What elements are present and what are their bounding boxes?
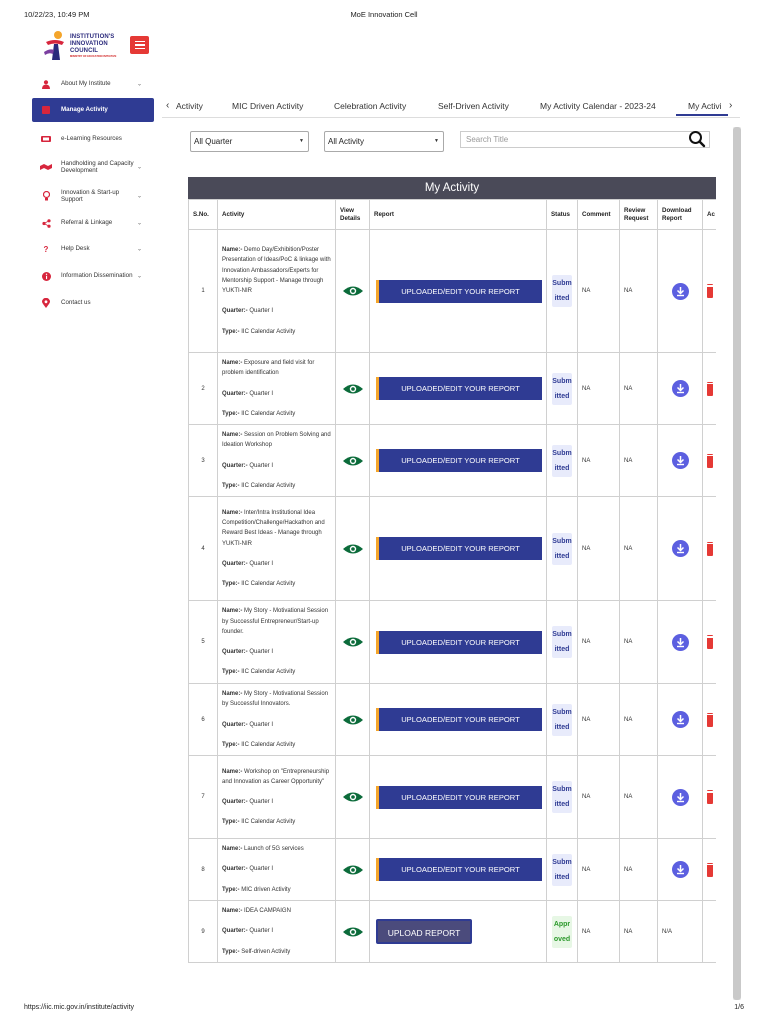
cell-activity <box>218 756 336 839</box>
search-placeholder: Search Title <box>466 135 509 144</box>
sidebar-item-label: Help Desk <box>61 245 90 253</box>
col-header-sno: S.No. <box>189 200 218 230</box>
activity-name: Name:- Session on Problem Solving and Ideation Workshop <box>222 432 331 449</box>
activity-name: Name:- Exposure and field visit for problem identification <box>222 360 315 377</box>
scrollbar-thumb[interactable] <box>733 127 741 1000</box>
cell-status <box>547 601 578 684</box>
activity-tabs <box>162 96 740 118</box>
upload-report-button[interactable]: UPLOAD REPORT <box>376 919 472 944</box>
cell-review: NA <box>620 353 658 425</box>
activity-name: Name:- Workshop on "Entrepreneurship and Innovation as Career Opportunity" <box>222 768 330 785</box>
table-title: My Activity <box>188 177 716 199</box>
cell-view <box>336 425 370 497</box>
edit-report-button[interactable]: UPLOADED/EDIT YOUR REPORT <box>376 708 542 731</box>
activity-type: Type:- MIC driven Activity <box>222 886 291 893</box>
tab-my-activity-calendar[interactable]: My Activity Calendar - 2023-24 <box>540 101 656 111</box>
chevron-down-icon: ▼ <box>299 138 304 144</box>
cell-status <box>547 230 578 353</box>
cell-view <box>336 601 370 684</box>
cell-comment: NA <box>578 425 620 497</box>
question-icon: ? <box>43 244 49 254</box>
table-row <box>189 839 717 901</box>
cell-download <box>658 684 703 756</box>
print-page-title: MoE Innovation Cell <box>350 10 418 19</box>
activity-type: Type:- IIC Calendar Activity <box>222 819 296 826</box>
cell-view <box>336 901 370 963</box>
tab-my-activity[interactable]: My Activi <box>676 101 728 116</box>
download-icon[interactable] <box>672 789 689 806</box>
sidebar-item-label: e-Learning Resources <box>61 135 122 143</box>
col-header-activity: Activity <box>218 200 336 230</box>
print-timestamp: 10/22/23, 10:49 PM <box>24 10 90 19</box>
status-badge: Submitted <box>552 854 572 886</box>
cell-review: NA <box>620 425 658 497</box>
cell-sno: 9 <box>189 901 218 963</box>
sidebar <box>32 72 154 317</box>
activity-table <box>188 199 716 963</box>
cell-status <box>547 756 578 839</box>
download-icon[interactable] <box>672 283 689 300</box>
col-header-comment: Comment <box>578 200 620 230</box>
edit-report-button[interactable]: UPLOADED/EDIT YOUR REPORT <box>376 449 542 472</box>
sidebar-item-information-dissemination[interactable] <box>32 263 154 289</box>
activity-table-panel <box>188 177 716 963</box>
cell-view <box>336 839 370 901</box>
activity-type: Type:- IIC Calendar Activity <box>222 741 296 748</box>
chevron-down-icon: ▼ <box>434 138 439 144</box>
cell-activity <box>218 839 336 901</box>
table-row <box>189 601 717 684</box>
tab-scroll-left-icon[interactable]: ‹ <box>166 100 170 111</box>
cell-download <box>658 839 703 901</box>
sidebar-item-about-my-institute[interactable] <box>32 72 154 96</box>
tab-self-driven-activity[interactable]: Self-Driven Activity <box>438 101 509 111</box>
activity-name: Name:- My Story - Motivational Session by Successful Innovators. <box>222 691 329 708</box>
chevron-down-icon: ⌄ <box>136 220 142 227</box>
cell-comment: NA <box>578 839 620 901</box>
cell-download <box>658 425 703 497</box>
cell-download <box>658 756 703 839</box>
activity-type: Type:- IIC Calendar Activity <box>222 580 296 587</box>
cell-sno: 4 <box>189 497 218 601</box>
table-row <box>189 497 717 601</box>
download-na: N/A <box>662 928 673 935</box>
cell-download <box>658 901 703 963</box>
chevron-down-icon: ⌄ <box>136 273 142 280</box>
activity-name: Name:- My Story - Motivational Session by Successful Entrepreneur/Start-up founder. <box>222 608 329 635</box>
eye-icon[interactable] <box>343 636 363 648</box>
menu-toggle-button[interactable] <box>130 36 149 54</box>
activity-quarter: Quarter:- Quarter I <box>222 928 274 935</box>
cell-comment: NA <box>578 353 620 425</box>
table-header-row <box>189 200 717 230</box>
cell-download <box>658 497 703 601</box>
cell-status <box>547 839 578 901</box>
sidebar-item-handholding[interactable] <box>32 153 154 181</box>
cell-action <box>703 230 717 353</box>
cell-activity <box>218 425 336 497</box>
download-icon[interactable] <box>672 452 689 469</box>
cell-report <box>370 839 547 901</box>
status-badge: Submitted <box>552 781 572 813</box>
activity-select-value: All Activity <box>328 137 365 146</box>
print-url: https://iic.mic.gov.in/institute/activity <box>24 1004 134 1011</box>
cell-action <box>703 839 717 901</box>
activity-quarter: Quarter:- Quarter I <box>222 721 274 728</box>
delete-icon[interactable] <box>707 454 713 468</box>
cell-status <box>547 901 578 963</box>
col-header-status: Status <box>547 200 578 230</box>
col-header-action: Ac <box>703 200 717 230</box>
sidebar-item-contact-us[interactable] <box>32 291 154 315</box>
sidebar-item-label: Information Dissemination <box>61 272 133 280</box>
cell-comment: NA <box>578 756 620 839</box>
activity-select[interactable] <box>324 131 444 152</box>
cell-status <box>547 497 578 601</box>
cell-review: NA <box>620 839 658 901</box>
status-badge: Submitted <box>552 533 572 565</box>
cell-sno: 6 <box>189 684 218 756</box>
bulb-icon <box>40 190 52 202</box>
cell-view <box>336 756 370 839</box>
info-icon <box>40 270 52 282</box>
activity-quarter: Quarter:- Quarter I <box>222 649 274 656</box>
cell-view <box>336 684 370 756</box>
cell-activity <box>218 497 336 601</box>
cell-activity <box>218 353 336 425</box>
iic-logo-mark-icon <box>42 30 68 62</box>
cell-status <box>547 353 578 425</box>
cell-action <box>703 756 717 839</box>
sidebar-item-label: Manage Activity <box>61 106 108 114</box>
cell-report <box>370 601 547 684</box>
cell-review: NA <box>620 601 658 684</box>
activity-type: Type:- IIC Calendar Activity <box>222 328 296 335</box>
eye-icon[interactable] <box>343 383 363 395</box>
delete-icon[interactable] <box>707 713 713 727</box>
table-row <box>189 425 717 497</box>
cell-action <box>703 901 717 963</box>
cell-report <box>370 353 547 425</box>
cell-comment: NA <box>578 901 620 963</box>
quarter-select[interactable] <box>190 131 309 152</box>
edit-report-button[interactable]: UPLOADED/EDIT YOUR REPORT <box>376 858 542 881</box>
eye-icon[interactable] <box>343 543 363 555</box>
download-icon[interactable] <box>672 540 689 557</box>
search-icon[interactable] <box>688 130 706 148</box>
learning-icon <box>40 133 52 145</box>
delete-icon[interactable] <box>707 790 713 804</box>
activity-type: Type:- Self-driven Activity <box>222 948 291 955</box>
col-header-report: Report <box>370 200 547 230</box>
chevron-down-icon: ⌄ <box>136 81 142 88</box>
cell-review: NA <box>620 230 658 353</box>
edit-report-button[interactable]: UPLOADED/EDIT YOUR REPORT <box>376 537 542 560</box>
activity-type: Type:- IIC Calendar Activity <box>222 482 296 489</box>
eye-icon[interactable] <box>343 285 363 297</box>
eye-icon[interactable] <box>343 864 363 876</box>
cell-activity <box>218 230 336 353</box>
cell-action <box>703 497 717 601</box>
activity-name: Name:- Inter/Intra Institutional Idea Competition/Challenge/Hackathon and Reward Best Ideas - Manage through YUKTI-NIR <box>222 509 325 547</box>
tab-celebration-activity[interactable]: Celebration Activity <box>334 101 407 111</box>
chevron-down-icon: ⌄ <box>136 246 142 253</box>
sidebar-item-label: Referral & Linkage <box>61 219 113 227</box>
col-header-download: Download Report <box>658 200 703 230</box>
share-icon <box>40 217 52 229</box>
edit-report-button[interactable]: UPLOADED/EDIT YOUR REPORT <box>376 631 542 654</box>
activity-name: Name:- IDEA CAMPAIGN <box>222 908 291 915</box>
location-icon <box>40 297 52 309</box>
table-body <box>189 230 717 963</box>
cell-sno: 2 <box>189 353 218 425</box>
tab-activity[interactable]: Activity <box>176 101 203 111</box>
activity-quarter: Quarter:- Quarter I <box>222 462 274 469</box>
logo-text: INSTITUTION'S INNOVATION COUNCIL <box>70 34 115 54</box>
eye-icon[interactable] <box>343 926 363 938</box>
table-row <box>189 684 717 756</box>
cell-report <box>370 756 547 839</box>
status-badge: Submitted <box>552 373 572 405</box>
print-page-number: 1/6 <box>734 1004 744 1011</box>
activity-name: Name:- Launch of 5G services <box>222 846 304 853</box>
cell-activity <box>218 901 336 963</box>
cell-report <box>370 497 547 601</box>
activity-icon <box>40 104 52 116</box>
sidebar-item-innovation-startup[interactable] <box>32 183 154 209</box>
activity-quarter: Quarter:- Quarter I <box>222 560 274 567</box>
tab-mic-driven-activity[interactable]: MIC Driven Activity <box>232 101 304 111</box>
delete-icon[interactable] <box>707 635 713 649</box>
status-badge: Submitted <box>552 626 572 658</box>
sidebar-item-label: About My Institute <box>61 80 111 88</box>
cell-view <box>336 497 370 601</box>
delete-icon[interactable] <box>707 382 713 396</box>
activity-quarter: Quarter:- Quarter I <box>222 390 274 397</box>
cell-activity <box>218 684 336 756</box>
cell-comment: NA <box>578 230 620 353</box>
cell-download <box>658 601 703 684</box>
cell-sno: 7 <box>189 756 218 839</box>
cell-action <box>703 601 717 684</box>
cell-action <box>703 353 717 425</box>
edit-report-button[interactable]: UPLOADED/EDIT YOUR REPORT <box>376 280 542 303</box>
handshake-icon <box>40 161 52 173</box>
sidebar-item-label: Contact us <box>61 299 91 307</box>
col-header-review: Review Request <box>620 200 658 230</box>
cell-action <box>703 684 717 756</box>
status-badge: Approved <box>552 916 572 948</box>
cell-sno: 3 <box>189 425 218 497</box>
sidebar-item-referral-linkage[interactable] <box>32 211 154 235</box>
cell-report <box>370 425 547 497</box>
table-row <box>189 901 717 963</box>
eye-icon[interactable] <box>343 791 363 803</box>
col-header-view: View Details <box>336 200 370 230</box>
delete-icon[interactable] <box>707 284 713 298</box>
cell-comment: NA <box>578 601 620 684</box>
chevron-down-icon: ⌄ <box>136 193 142 200</box>
cell-review: NA <box>620 756 658 839</box>
sidebar-item-label: Innovation & Start-up Support <box>61 188 120 203</box>
cell-comment: NA <box>578 684 620 756</box>
activity-quarter: Quarter:- Quarter I <box>222 308 274 315</box>
delete-icon[interactable] <box>707 542 713 556</box>
delete-icon[interactable] <box>707 863 713 877</box>
cell-activity <box>218 601 336 684</box>
cell-download <box>658 230 703 353</box>
cell-review: NA <box>620 901 658 963</box>
tab-scroll-right-icon[interactable]: › <box>729 100 733 111</box>
table-row <box>189 353 717 425</box>
cell-sno: 1 <box>189 230 218 353</box>
cell-review: NA <box>620 684 658 756</box>
cell-review: NA <box>620 497 658 601</box>
search-input[interactable] <box>460 131 710 148</box>
table-row <box>189 756 717 839</box>
sidebar-item-e-learning-resources[interactable] <box>32 127 154 151</box>
cell-report <box>370 684 547 756</box>
sidebar-item-help-desk[interactable] <box>32 237 154 261</box>
quarter-select-value: All Quarter <box>194 137 233 146</box>
cell-view <box>336 230 370 353</box>
edit-report-button[interactable]: UPLOADED/EDIT YOUR REPORT <box>376 786 542 809</box>
chevron-down-icon: ⌄ <box>136 164 142 171</box>
cell-status <box>547 684 578 756</box>
activity-quarter: Quarter:- Quarter I <box>222 866 274 873</box>
edit-report-button[interactable]: UPLOADED/EDIT YOUR REPORT <box>376 377 542 400</box>
sidebar-item-label: Handholding and Capacity Development <box>61 159 134 174</box>
cell-sno: 5 <box>189 601 218 684</box>
download-icon[interactable] <box>672 634 689 651</box>
logo-tagline: MINISTRY OF EDUCATION INITIATIVE <box>70 55 117 58</box>
activity-name: Name:- Demo Day/Exhibition/Poster Presentation of Ideas/PoC & linkage with Innovation Ambassadors/Experts for Mentorship Support - Manage through YUKTI-NIR <box>222 247 331 295</box>
status-badge: Submitted <box>552 445 572 477</box>
cell-action <box>703 425 717 497</box>
cell-report <box>370 230 547 353</box>
cell-comment: NA <box>578 497 620 601</box>
table-row <box>189 230 717 353</box>
status-badge: Submitted <box>552 704 572 736</box>
activity-type: Type:- IIC Calendar Activity <box>222 669 296 676</box>
activity-type: Type:- IIC Calendar Activity <box>222 410 296 417</box>
cell-download <box>658 353 703 425</box>
download-icon[interactable] <box>672 380 689 397</box>
eye-icon[interactable] <box>343 714 363 726</box>
user-icon <box>40 78 52 90</box>
cell-view <box>336 353 370 425</box>
download-icon[interactable] <box>672 711 689 728</box>
activity-quarter: Quarter:- Quarter I <box>222 799 274 805</box>
status-badge: Submitted <box>552 275 572 307</box>
cell-report <box>370 901 547 963</box>
cell-status <box>547 425 578 497</box>
cell-sno: 8 <box>189 839 218 901</box>
sidebar-item-manage-activity[interactable] <box>32 98 154 122</box>
eye-icon[interactable] <box>343 455 363 467</box>
download-icon[interactable] <box>672 861 689 878</box>
